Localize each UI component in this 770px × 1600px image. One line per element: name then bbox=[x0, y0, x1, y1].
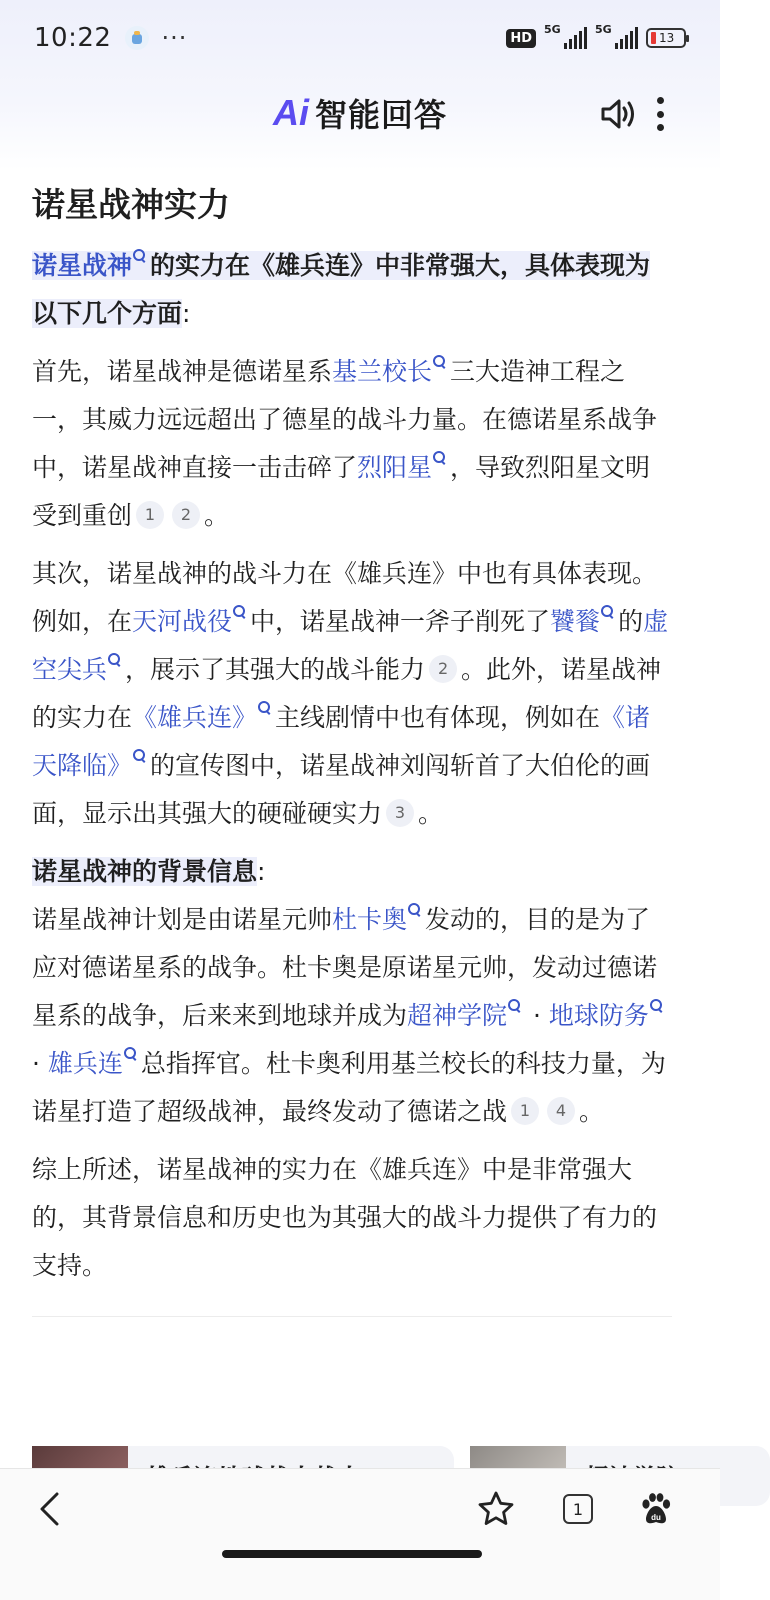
search-icon[interactable] bbox=[432, 450, 446, 472]
search-icon[interactable] bbox=[407, 902, 421, 924]
link-zhutian-jianglin[interactable]: 《诸天降临》 bbox=[32, 703, 651, 780]
content-divider bbox=[32, 1316, 672, 1317]
paragraph-1 bbox=[32, 348, 672, 540]
search-icon[interactable] bbox=[257, 700, 271, 722]
p2-text-4: ，展示了其强大的战斗能力 bbox=[125, 655, 426, 684]
hd-voice-icon: HD bbox=[506, 29, 536, 48]
signal-sim1-icon bbox=[544, 23, 587, 49]
link-separator: · bbox=[32, 1049, 48, 1078]
answer-title: 诺星战神实力 bbox=[32, 185, 230, 224]
link-jilan-xiaozhang[interactable]: 基兰校长 bbox=[332, 357, 433, 386]
tab-count: 1 bbox=[563, 1494, 593, 1524]
status-time: 10:22 bbox=[34, 23, 112, 53]
citation-badge[interactable]: 3 bbox=[386, 799, 414, 827]
p2-text-6: 主线剧情中也有体现，例如在 bbox=[275, 703, 601, 732]
link-xukong-jianbing[interactable]: 虚空尖兵 bbox=[32, 607, 669, 684]
search-icon[interactable] bbox=[123, 1046, 137, 1068]
battery-percent: 13 bbox=[659, 31, 675, 45]
answer-content bbox=[32, 180, 672, 1317]
heading-colon: : bbox=[257, 857, 266, 886]
link-xiongbinglian-2[interactable]: 雄兵连 bbox=[47, 1049, 123, 1078]
search-icon[interactable] bbox=[107, 652, 121, 674]
intro-colon: : bbox=[182, 299, 191, 328]
link-dukaao[interactable]: 杜卡奥 bbox=[332, 905, 408, 934]
paragraph-3 bbox=[32, 848, 672, 1136]
link-diqiu-fangwu[interactable]: 地球防务 bbox=[548, 1001, 649, 1030]
background-heading: 诺星战神的背景信息 bbox=[32, 857, 258, 886]
citation-badge[interactable]: 4 bbox=[547, 1097, 575, 1125]
citation-badge[interactable]: 1 bbox=[136, 501, 164, 529]
sim2-network-label: 5G bbox=[595, 23, 612, 36]
speaker-icon[interactable] bbox=[598, 94, 638, 134]
intro-text: 的实力在《雄兵连》中非常强大，具体表现为以下几个方面 bbox=[32, 251, 651, 328]
p2-text-3: 的 bbox=[618, 607, 644, 636]
search-icon[interactable] bbox=[600, 604, 614, 626]
citation-badge[interactable]: 2 bbox=[429, 655, 457, 683]
p3-text-4: 。 bbox=[579, 1097, 605, 1126]
more-menu-icon[interactable] bbox=[646, 94, 674, 134]
search-icon[interactable] bbox=[132, 748, 146, 770]
battery-level-fill bbox=[651, 32, 656, 44]
battery-icon bbox=[646, 28, 686, 48]
p2-text-2: 中，诺星战神一斧子削死了 bbox=[250, 607, 551, 636]
status-bar bbox=[0, 0, 720, 76]
paragraph-2 bbox=[32, 550, 672, 838]
intro-paragraph bbox=[32, 242, 672, 338]
search-icon[interactable] bbox=[432, 354, 446, 376]
citation-badge[interactable]: 1 bbox=[511, 1097, 539, 1125]
p1-text-1: 首先，诺星战神是德诺星系 bbox=[32, 357, 333, 386]
notification-app-icon bbox=[125, 26, 149, 50]
link-lieyang-xing[interactable]: 烈阳星 bbox=[357, 453, 433, 482]
p2-text-5: 。此外，诺星战神的实力在 bbox=[32, 655, 662, 732]
p2-text-7: 的宣传图中，诺星战神刘闯斩首了大伯伦的画面，显示出其强大的硬碰硬实力 bbox=[32, 751, 651, 828]
link-tianhe-zhanyi[interactable]: 天河战役 bbox=[132, 607, 233, 636]
p3-text-1: 诺星战神计划是由诺星元帅 bbox=[32, 905, 333, 934]
search-icon[interactable] bbox=[649, 998, 663, 1020]
p3-text-3: 总指挥官。杜卡奥利用基兰校长的科技力量，为诺星打造了超级战神，最终发动了德诺之战 bbox=[32, 1049, 666, 1126]
p1-text-3: ，导致烈阳星文明受到重创 bbox=[32, 453, 651, 530]
page-title: 智能回答 bbox=[314, 96, 447, 134]
favorite-star-icon[interactable] bbox=[474, 1487, 518, 1531]
baidu-paw-icon[interactable] bbox=[634, 1487, 678, 1531]
link-xiongbinglian[interactable]: 《雄兵连》 bbox=[132, 703, 258, 732]
signal-sim2-icon bbox=[595, 23, 638, 49]
back-button[interactable] bbox=[28, 1487, 72, 1531]
ai-logo: Ai bbox=[272, 92, 309, 133]
link-taotie[interactable]: 饕餮 bbox=[550, 607, 601, 636]
tabs-button[interactable] bbox=[556, 1487, 600, 1531]
more-notifications-icon: ··· bbox=[161, 24, 188, 52]
p2-text-8: 。 bbox=[418, 799, 444, 828]
sim1-network-label: 5G bbox=[544, 23, 561, 36]
app-header bbox=[0, 80, 720, 146]
p3-text-2: 发动的，目的是为了应对德诺星系的战争。杜卡奥是原诺星元帅，发动过德诺星系的战争，后来来到地球并成为 bbox=[32, 905, 658, 1030]
p1-text-2: 三大造神工程之一，其威力远远超出了德星的战斗力量。在德诺星系战争中，诺星战神直接一击击碎了 bbox=[32, 357, 658, 482]
svg-text:du: du bbox=[651, 1513, 661, 1522]
summary-paragraph: 综上所述，诺星战神的实力在《雄兵连》中是非常强大的，其背景信息和历史也为其强大的战斗力提供了有力的支持。 bbox=[32, 1155, 658, 1280]
bottom-navigation bbox=[0, 1468, 720, 1600]
link-chaoshen-xueyuan[interactable]: 超神学院 bbox=[407, 1001, 508, 1030]
p2-text-1: 其次，诺星战神的战斗力在《雄兵连》中也有具体表现。例如，在 bbox=[32, 559, 658, 636]
link-nuoxing-zhanshen[interactable]: 诺星战神 bbox=[32, 251, 133, 280]
citation-badge[interactable]: 2 bbox=[172, 501, 200, 529]
search-icon[interactable] bbox=[232, 604, 246, 626]
link-separator: · bbox=[525, 1001, 549, 1030]
home-indicator[interactable] bbox=[222, 1550, 482, 1558]
search-icon[interactable] bbox=[132, 248, 146, 270]
p1-text-4: 。 bbox=[204, 501, 230, 530]
search-icon[interactable] bbox=[507, 998, 521, 1020]
